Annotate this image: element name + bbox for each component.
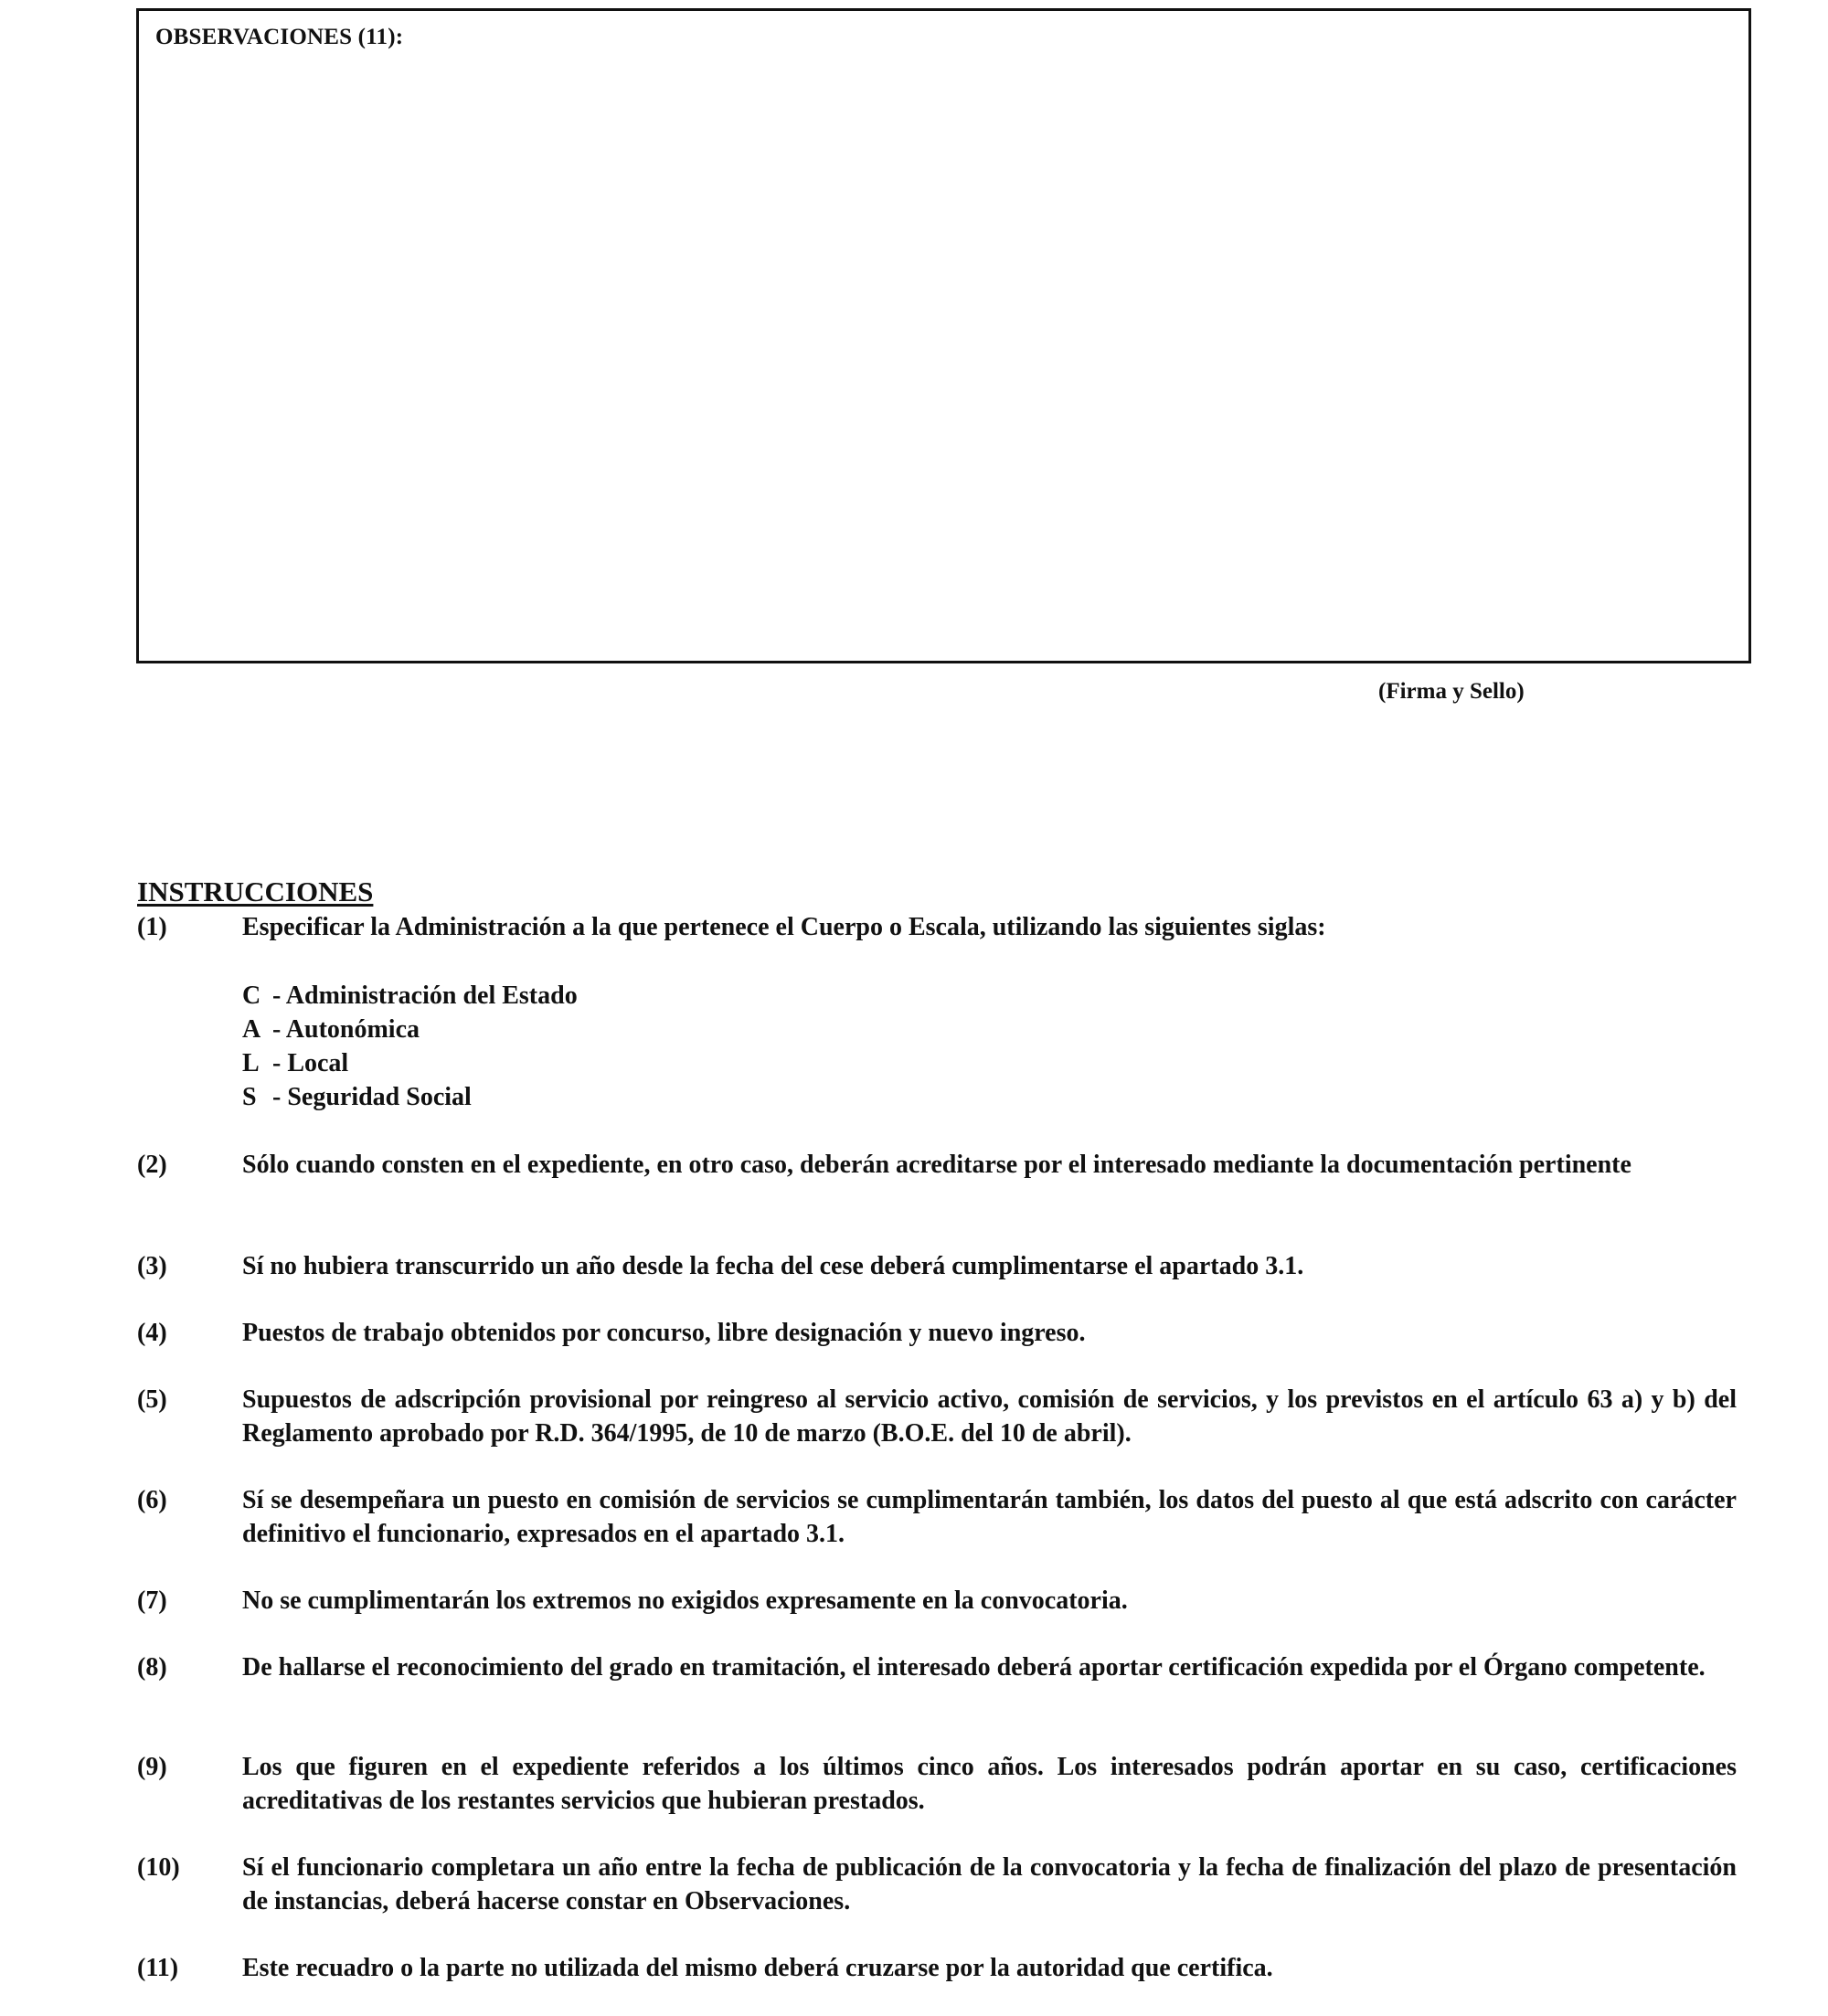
instruction-text: De hallarse el reconocimiento del grado en tramitación, el interesado deberá aportar certificación expedida por el Órgano competente.	[242, 1653, 1706, 1682]
observaciones-title: OBSERVACIONES (11):	[155, 25, 404, 49]
instruction-number: (9)	[137, 1753, 167, 1781]
instruction-text: Puestos de trabajo obtenidos por concurso, libre designación y nuevo ingreso.	[242, 1319, 1086, 1347]
instruction-text: Este recuadro o la parte no utilizada del mismo deberá cruzarse por la autoridad que certifica.	[242, 1954, 1273, 1982]
instruction-text: Sí no hubiera transcurrido un año desde la fecha del cese deberá cumplimentarse el apartado 3.1.	[242, 1252, 1304, 1280]
sigla-item	[242, 979, 578, 1013]
instruction-item-8	[137, 1650, 1737, 1684]
instruction-text: Sí el funcionario completara un año entre la fecha de publicación de la convocatoria y la fecha de finalización del plazo de presentación de instancias, deberá hacerse constar en Observaciones.	[242, 1853, 1737, 1915]
instruction-number: (6)	[137, 1486, 167, 1514]
instruction-number: (1)	[137, 913, 167, 941]
instruction-item-9	[137, 1750, 1737, 1818]
sigla-code: C	[242, 981, 261, 1010]
instruction-number: (8)	[137, 1653, 167, 1682]
sigla-code: L	[242, 1049, 260, 1077]
sigla-label: - Administración del Estado	[272, 981, 578, 1010]
instruction-text: Especificar la Administración a la que pertenece el Cuerpo o Escala, utilizando las siguientes siglas:	[242, 913, 1326, 941]
signature-label: (Firma y Sello)	[1378, 679, 1525, 704]
sigla-item	[242, 1013, 420, 1046]
sigla-code: A	[242, 1015, 261, 1044]
instruction-text: Sí se desempeñara un puesto en comisión de servicios se cumplimentarán también, los datos del puesto al que está adscrito con carácter definitivo el funcionario, expresados en el apartado 3.1.	[242, 1486, 1737, 1548]
instruction-item-5	[137, 1383, 1737, 1450]
sigla-item	[242, 1080, 472, 1114]
instruction-number: (2)	[137, 1151, 167, 1179]
instruction-item-11	[137, 1951, 1737, 1985]
instruction-item-3	[137, 1249, 1737, 1283]
instruction-item-1	[137, 910, 1737, 944]
instruction-item-7	[137, 1584, 1737, 1618]
instruction-number: (7)	[137, 1586, 167, 1615]
instrucciones-title: INSTRUCCIONES	[137, 875, 374, 907]
instruction-text: Los que figuren en el expediente referidos a los últimos cinco años. Los interesados podrán aportar en su caso, certificaciones acreditativas de los restantes servicios que hubieran prestados.	[242, 1753, 1737, 1815]
sigla-label: - Seguridad Social	[272, 1083, 472, 1111]
sigla-code: S	[242, 1083, 257, 1111]
instruction-number: (10)	[137, 1853, 180, 1882]
instruction-number: (11)	[137, 1954, 179, 1982]
instruction-text: Sólo cuando consten en el expediente, en otro caso, deberán acreditarse por el interesado mediante la documentación pertinente	[242, 1151, 1631, 1179]
instruction-item-10	[137, 1851, 1737, 1918]
instruction-text: Supuestos de adscripción provisional por reingreso al servicio activo, comisión de servicios, y los previstos en el artículo 63 a) y b) del Reglamento aprobado por R.D. 364/1995, de 10 de marzo (B.O.E. del 10 de abril).	[242, 1385, 1737, 1448]
instruction-number: (5)	[137, 1385, 167, 1414]
sigla-item	[242, 1046, 348, 1080]
instruction-number: (3)	[137, 1252, 167, 1280]
sigla-label: - Local	[272, 1049, 349, 1077]
instruction-item-6	[137, 1483, 1737, 1551]
sigla-label: - Autonómica	[272, 1015, 420, 1044]
instruction-item-2	[137, 1148, 1737, 1182]
observaciones-box	[136, 8, 1751, 663]
instruction-number: (4)	[137, 1319, 167, 1347]
instruction-item-4	[137, 1316, 1737, 1350]
instruction-text: No se cumplimentarán los extremos no exigidos expresamente en la convocatoria.	[242, 1586, 1128, 1615]
